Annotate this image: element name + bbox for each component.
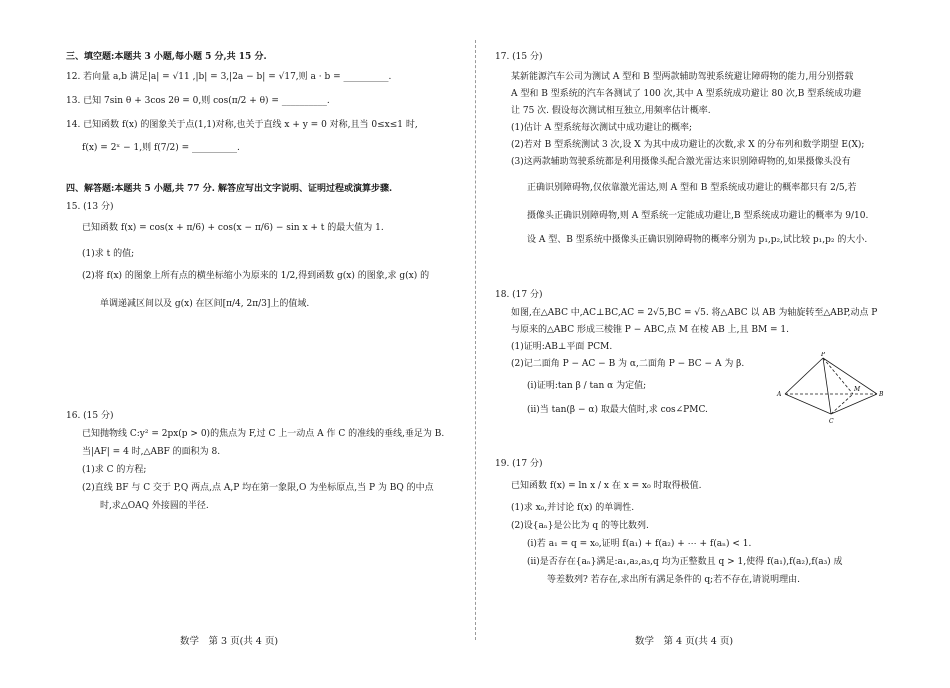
question-17-stem-line2: A 型和 B 型系统的汽车各测试了 100 次,其中 A 型系统成功避让 80 次,B 型系统成功避 [511, 89, 862, 99]
question-17-part1: (1)估计 A 型系统每次测试中成功避让的概率; [511, 123, 693, 133]
question-19-part2: (2)设{aₙ}是公比为 q 的等比数列. [511, 521, 649, 531]
question-16-part2-line2: 时,求△OAQ 外接圆的半径. [100, 501, 209, 511]
question-14-line1: 14. 已知函数 f(x) 的图象关于点(1,1)对称,也关于直线 x + y = 0 对称,且当 0≤x≤1 时, [66, 120, 418, 130]
fig-label-a: A [777, 391, 782, 398]
question-17-stem-line1: 某新能源汽车公司为测试 A 型和 B 型两款辅助驾驶系统避让障碍物的能力,用分别搭载 [511, 72, 854, 82]
question-17-part3-line4: 设 A 型、B 型系统中摄像头正确识别障碍物的概率分别为 p₁,p₂,试比较 p₁,p₂ 的大小. [527, 235, 868, 245]
question-15-stem: 已知函数 f(x) = cos(x + π/6) + cos(x − π/6) − sin x + t 的最大值为 1. [82, 223, 384, 233]
section3-header: 三、填空题:本题共 3 小题,每小题 5 分,共 15 分. [66, 52, 267, 62]
question-18-part2-i: (ⅰ)证明:tan β / tan α 为定值; [527, 381, 647, 391]
page-footer-right: 数学 第 4 页(共 4 页) [635, 636, 734, 647]
question-17-part2: (2)若对 B 型系统测试 3 次,设 X 为其中成功避让的次数,求 X 的分布列和数学期望 E(X); [511, 140, 865, 150]
question-14-line2: f(x) = 2ˣ − 1,则 f(7/2) = __________. [82, 143, 240, 153]
question-19-part2-ii-line2: 等差数列? 若存在,求出所有满足条件的 q;若不存在,请说明理由. [547, 575, 800, 585]
question-17-part3-line3: 摄像头正确识别障碍物,则 A 型系统一定能成功避让,B 型系统成功避让的概率为 9/10. [527, 211, 869, 221]
question-18-stem-line2: 与原来的△ABC 形成三棱锥 P − ABC,点 M 在棱 AB 上,且 BM = 1. [511, 325, 790, 335]
question-18-part2-ii: (ⅱ)当 tan(β − α) 取最大值时,求 cos∠PMC. [527, 405, 708, 415]
question-16-part1: (1)求 C 的方程; [82, 465, 147, 475]
question-16-stem-line2: 当|AF| = 4 时,△ABF 的面积为 8. [82, 447, 221, 457]
fig-label-m: M [854, 386, 861, 393]
question-19-part2-i: (ⅰ)若 a₁ = q = x₀,证明 f(a₁) + f(a₂) + ⋯ + f(aₙ) < 1. [527, 539, 752, 549]
question-13: 13. 已知 7sin θ + 3cos 2θ = 0,则 cos(π/2 + θ) = __________. [66, 96, 330, 106]
question-19-title: 19. (17 分) [495, 459, 543, 469]
question-15-part2-line1: (2)将 f(x) 的图象上所有点的横坐标缩小为原来的 1/2,得到函数 g(x) 的图象,求 g(x) 的 [82, 271, 430, 281]
question-15-part1: (1)求 t 的值; [82, 249, 135, 259]
question-12: 12. 若向量 a,b 满足|a| = √11 ,|b| = 3,|2a − b| = √17,则 a · b = __________. [66, 72, 392, 82]
question-17-stem-line3: 让 75 次. 假设每次测试相互独立,用频率估计概率. [511, 106, 711, 116]
question-17-title: 17. (15 分) [495, 52, 543, 62]
question-18-stem-line1: 如图,在△ABC 中,AC⊥BC,AC = 2√5,BC = √5. 将△ABC 以 AB 为轴旋转至△ABP,动点 P [511, 308, 878, 318]
question-16-stem-line1: 已知抛物线 C:y² = 2px(p > 0)的焦点为 F,过 C 上一动点 A 作 C 的准线的垂线,垂足为 B. [82, 429, 445, 439]
section4-header: 四、解答题:本题共 5 小题,共 77 分. 解答应写出文字说明、证明过程或演算步骤. [66, 184, 393, 194]
right-page [475, 0, 950, 688]
question-18-part2: (2)记二面角 P − AC − B 为 α,二面角 P − BC − A 为 β. [511, 359, 745, 369]
question-16-part2-line1: (2)直线 BF 与 C 交于 P,Q 两点,点 A,P 均在第一象限,O 为坐标原点,当 P 为 BQ 的中点 [82, 483, 434, 493]
fig-label-b: B [879, 391, 884, 398]
fig-label-c: C [829, 418, 834, 425]
question-19-stem: 已知函数 f(x) = ln x / x 在 x = x₀ 时取得极值. [511, 481, 702, 491]
question-15-title: 15. (13 分) [66, 202, 114, 212]
question-17-part3-line2: 正确识别障碍物,仅依靠激光雷达,则 A 型和 B 型系统成功避让的概率都只有 2/5,若 [527, 183, 857, 193]
fig-label-p: P [821, 352, 826, 358]
question-17-part3-line1: (3)这两款辅助驾驶系统都是利用摄像头配合激光雷达来识别障碍物的,如果摄像头没有 [511, 157, 851, 167]
question-19-part1: (1)求 x₀,并讨论 f(x) 的单调性. [511, 503, 635, 513]
page-footer-left: 数学 第 3 页(共 4 页) [180, 636, 279, 647]
question-18-part1: (1)证明:AB⊥平面 PCM. [511, 342, 613, 352]
question-18-title: 18. (17 分) [495, 290, 543, 300]
question-16-title: 16. (15 分) [66, 411, 114, 421]
question-15-part2-line2: 单调递减区间以及 g(x) 在区间[π/4, 2π/3]上的值域. [100, 299, 310, 309]
question-19-part2-ii-line1: (ⅱ)是否存在{aₙ}满足:a₁,a₂,a₃,q 均为正整数且 q > 1,使得 f(a₁),f(a₂),f(a₃) 成 [527, 557, 843, 567]
pyramid-figure [775, 352, 890, 430]
